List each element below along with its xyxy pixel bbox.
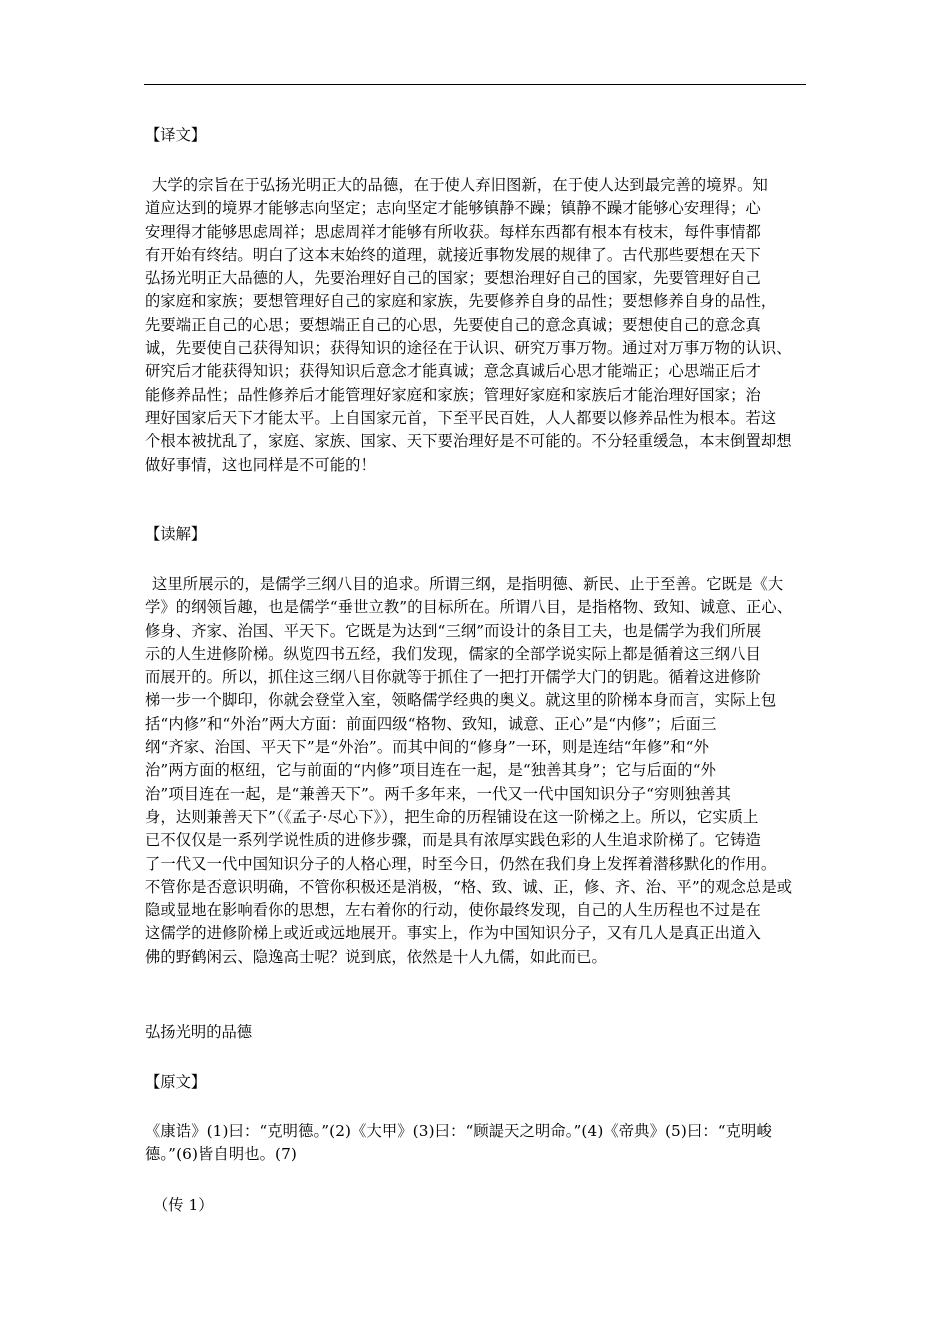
text-line: 已不仅仅是一系列学说性质的进修步骤，而是具有浓厚实践色彩的人生追求阶梯了。它铸造 [145,831,761,850]
text-line: 能修养品性；品性修养后才能管理好家庭和家族；管理好家庭和家族后才能治理好国家；治 [145,385,761,404]
text-line: 大学的宗旨在于弘扬光明正大的品德，在于使人弃旧图新，在于使人达到最完善的境界。知 [152,176,768,194]
text-line: 理好国家后天下才能太平。上自国家元首，下至平民百姓，人人都要以修养品性为根本。若这 [145,408,777,427]
text-line: 先要端正自己的心思；要想端正自己的心思，先要使自己的意念真诚；要想使自己的意念真 [145,315,761,334]
text-line: 德。”(6)皆自明也。(7) [145,1145,297,1164]
text-line: 而展开的。所以，抓住这三纲八目你就等于抓住了一把打开儒学大门的钥匙。循着这进修阶 [145,668,761,687]
text-line: 这里所展示的，是儒学三纲八目的追求。所谓三纲，是指明德、新民、止于至善。它既是《大 [152,575,784,593]
text-line: 不管你是否意识明确，不管你积极还是消极，“格、致、诚、正，修、齐、治、平”的观念总是或 [145,877,793,896]
text-line: 隐或显地在影响看你的思想，左右着你的行动，使你最终发现，自己的人生历程也不过是在 [145,901,761,920]
text-line: 学》的纲领旨趣，也是儒学“垂世立教”的目标所在。所谓八目，是指格物、致知、诚意、正心、 [145,598,793,617]
text-line: 治”两方面的枢纽，它与前面的“内修”项目连在一起，是“独善其身”；它与后面的“外 [145,761,717,780]
commentary-marker: （传 1） [153,1196,214,1214]
text-line: 《康诰》(1)曰：“克明德。”(2)《大甲》(3)曰：“顾諟天之明命。”(4)《帝典》(5)曰：“克明峻 [145,1122,772,1140]
translation-heading: 【译文】 [145,126,207,144]
text-line: 梯一步一个脚印，你就会登堂入室，领略儒学经典的奥义。就这里的阶梯本身而言，实际上包 [145,691,777,710]
interpretation-paragraph [145,573,810,969]
text-line: 示的人生进修阶梯。纵览四书五经，我们发现，儒家的全部学说实际上都是循着这三纲八目 [145,644,761,663]
text-line: 治”项目连在一起，是“兼善天下”。两千多年来，一代又一代中国知识分子“穷则独善其 [145,784,731,803]
translation-paragraph [145,174,810,477]
text-line: 有开始有终结。明白了这本末始终的道理，就接近事物发展的规律了。古代那些要想在天下 [145,245,761,264]
text-line: 诚，先要使自己获得知识；获得知识的途径在于认识、研究万事万物。通过对万事万物的认识、 [145,339,792,358]
text-line: 的家庭和家族；要想管理好自己的家庭和家族，先要修养自身的品性；要想修养自身的品性， [145,292,777,311]
original-heading: 【原文】 [145,1073,207,1091]
header-rule [144,84,806,85]
text-line: 身，达则兼善天下”（《孟子·尽心下》），把生命的历程铺设在这一阶梯之上。所以，它实质上 [145,807,759,826]
text-line: 纲“齐家、治国、平天下”是“外治”。而其中间的“修身”一环，则是连结“年修”和“外 [145,738,709,757]
text-line: 了一代又一代中国知识分子的人格心理，时至今日，仍然在我们身上发挥着潜移默化的作用。 [145,854,777,873]
text-line: 研究后才能获得知识；获得知识后意念才能真诚；意念真诚后心思才能端正；心思端正后才 [145,362,761,381]
interpretation-heading: 【读解】 [145,525,207,543]
text-line: 道应达到的境界才能够志向坚定；志向坚定才能够镇静不躁；镇静不躁才能够心安理得；心 [145,199,761,218]
text-line: 佛的野鹤闲云、隐逸高士呢？说到底，依然是十人九儒，如此而已。 [145,947,607,966]
text-line: 这儒学的进修阶梯上或近或远地展开。事实上，作为中国知识分子，又有几人是真正出道入 [145,924,761,943]
text-line: 括“内修”和“外治”两大方面：前面四级“格物、致知，诚意、正心”是“内修”；后面三 [145,714,717,733]
section-title: 弘扬光明的品德 [145,1023,253,1041]
text-line: 个根本被扰乱了，家庭、家族、国家、天下要治理好是不可能的。不分轻重缓急，本末倒置却想 [145,432,792,451]
text-line: 弘扬光明正大品德的人，先要治理好自己的国家；要想治理好自己的国家，先要管理好自己 [145,269,761,288]
text-line: 修身、齐家、治国、平天下。它既是为达到“三纲”而设计的条目工夫，也是儒学为我们所展 [145,621,762,640]
text-line: 安理得才能够思虑周祥；思虑周祥才能够有所收获。每样东西都有根本有枝末，每件事情都 [145,222,761,241]
text-line: 做好事情，这也同样是不可能的！ [145,455,376,474]
original-paragraph [145,1120,810,1167]
